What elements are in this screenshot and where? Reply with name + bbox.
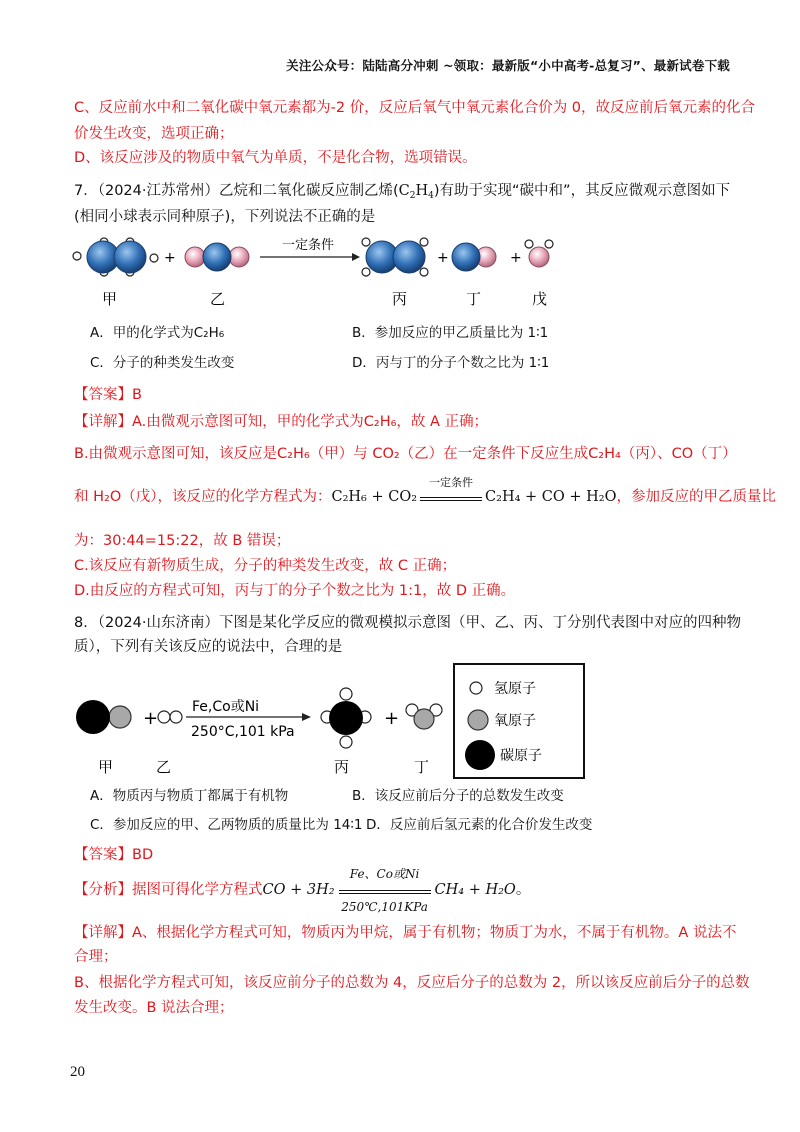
q7-detail-d: D.由反应的方程式可知，丙与丁的分子个数之比为 1:1，故 D 正确。: [74, 583, 516, 599]
q7-detail-a: 【详解】A.由微观示意图可知，甲的化学式为C₂H₆，故 A 正确；: [74, 414, 489, 430]
q8-detail-b2: 发生改变。B 说法合理；: [74, 1000, 234, 1016]
q7-detail-b3: 为：30:44=15:22，故 B 错误；: [74, 533, 291, 549]
svg-text:一定条件: 一定条件: [282, 238, 335, 253]
q8-option-a: A．物质丙与物质丁都属于有机物: [90, 788, 289, 804]
q8-option-b: B．该反应前后分子的总数发生改变: [352, 788, 564, 804]
q8-detail-b1: B、根据化学方程式可知，该反应前分子的总数为 4，反应后分子的总数为 2，所以该反应前后分子的总数: [74, 975, 750, 991]
q8-analysis: 【分析】据图可得化学方程式CO + 3H₂ Fe、Co或Ni 250℃,101KPa CH₄ + H₂O。: [74, 867, 531, 914]
q7-answer: 【答案】B: [74, 387, 142, 403]
q8-label-jia: 甲: [98, 758, 114, 776]
prev-option-c-cont: 价发生改变，选项正确；: [74, 126, 234, 142]
q7-stem-line1: 7．（2024·江苏常州）乙烷和二氧化碳反应制乙烯$(C_2H_4)$有助于实现“碳中和”，其反应微观示意图如下: [74, 183, 731, 201]
q8-detail-a1: 【详解】A、根据化学方程式可知，物质丙为甲烷，属于有机物；物质丁为水，不属于有机物。A 说法不: [74, 925, 737, 941]
q8-label-bing: 丙: [334, 758, 350, 776]
label-bing: 丙: [392, 290, 408, 308]
q8-reaction-arrow: [186, 699, 311, 740]
page-header: 关注公众号：陆陆高分冲刺 ~领取：最新版“小中高考-总复习”、最新试卷下载: [286, 58, 730, 73]
page-number: 20: [70, 1064, 85, 1080]
molecule-jia-co: [76, 700, 131, 734]
q8-option-c: C．参加反应的甲、乙两物质的质量比为 14∶1: [90, 817, 363, 833]
q8-stem-line1: 8．（2024·山东济南）下图是某化学反应的微观模拟示意图（甲、乙、丙、丁分别代表图中对应的四种物: [74, 615, 741, 631]
prev-option-d: D、该反应涉及的物质中氧气为单质，不是化合物，选项错误。: [74, 150, 477, 166]
label-yi: 乙: [210, 290, 226, 308]
molecule-ding-water: [406, 704, 442, 729]
q8-option-d: D．反应前后氢元素的化合价发生改变: [366, 817, 593, 833]
molecule-jia-ethane: [73, 238, 158, 276]
svg-text:Fe,Co或Ni: Fe,Co或Ni: [192, 699, 260, 715]
legend-hydrogen-icon: [470, 682, 482, 694]
q7-option-d: D．丙与丁的分子个数之比为 1∶1: [352, 355, 550, 371]
reaction-arrow: [260, 238, 360, 261]
legend-hydrogen: 氢原子: [494, 681, 536, 697]
prev-option-c: C、反应前水中和二氧化碳中氧元素都为-2 价，反应后氧气中氧元素化合价为 0，故反应前后氧元素的化合: [74, 100, 756, 116]
q8-equation: CO + 3H₂ Fe、Co或Ni 250℃,101KPa CH₄ + H₂O: [262, 867, 516, 914]
svg-text:+: +: [164, 250, 176, 266]
svg-text:+: +: [437, 250, 449, 266]
label-jia: 甲: [102, 290, 118, 308]
q7-reaction-diagram: [70, 232, 590, 312]
q8-detail-a2: 合理；: [74, 949, 118, 965]
legend-oxygen-icon: [468, 710, 488, 730]
q7-detail-b2: 和 H₂O（戊），该反应的化学方程式为：C₂H₆ + CO₂ 一定条件 C₂H₄ + CO + H₂O，参加反应的甲乙质量比: [74, 476, 776, 505]
q8-reaction-diagram: [70, 660, 590, 780]
molecule-yi-co2: [185, 243, 249, 271]
q8-label-ding: 丁: [414, 758, 430, 776]
q8-answer: 【答案】BD: [74, 847, 154, 863]
q8-stem-line2: 质），下列有关该反应的说法中，合理的是: [74, 639, 343, 655]
molecule-bing-ethylene: [362, 238, 428, 276]
q7-detail-c: C.该反应有新物质生成，分子的种类发生改变，故 C 正确；: [74, 558, 457, 574]
molecule-yi-h2: [158, 711, 182, 723]
q7-option-a: A．甲的化学式为C₂H₆: [90, 325, 225, 341]
molecule-ding-co: [452, 243, 496, 271]
legend-carbon-icon: [465, 740, 495, 770]
atom-legend: [454, 664, 584, 778]
molecule-bing-methane: [321, 688, 371, 748]
svg-text:250°C,101 kPa: 250°C,101 kPa: [191, 724, 295, 740]
q8-label-yi: 乙: [156, 758, 172, 776]
ethylene-formula: $C_2H_4$: [398, 183, 434, 201]
q7-option-b: B．参加反应的甲乙质量比为 1∶1: [352, 325, 549, 341]
q7-equation: C₂H₆ + CO₂ 一定条件 C₂H₄ + CO + H₂O: [331, 476, 617, 505]
q7-detail-b1: B.由微观示意图可知，该反应是C₂H₆（甲）与 CO₂（乙）在一定条件下反应生成C₂H₄（丙）、CO（丁）: [74, 446, 737, 462]
molecule-wu-water: [525, 240, 553, 267]
q7-option-c: C．分子的种类发生改变: [90, 355, 235, 371]
label-wu: 戊: [532, 290, 548, 308]
q7-stem-line2: (相同小球表示同种原子)，下列说法不正确的是: [74, 209, 376, 225]
legend-carbon: 碳原子: [500, 748, 542, 764]
label-ding: 丁: [466, 290, 482, 308]
legend-oxygen: 氧原子: [494, 713, 536, 729]
svg-text:+: +: [510, 250, 522, 266]
svg-text:+: +: [143, 708, 159, 729]
svg-text:+: +: [384, 708, 400, 729]
